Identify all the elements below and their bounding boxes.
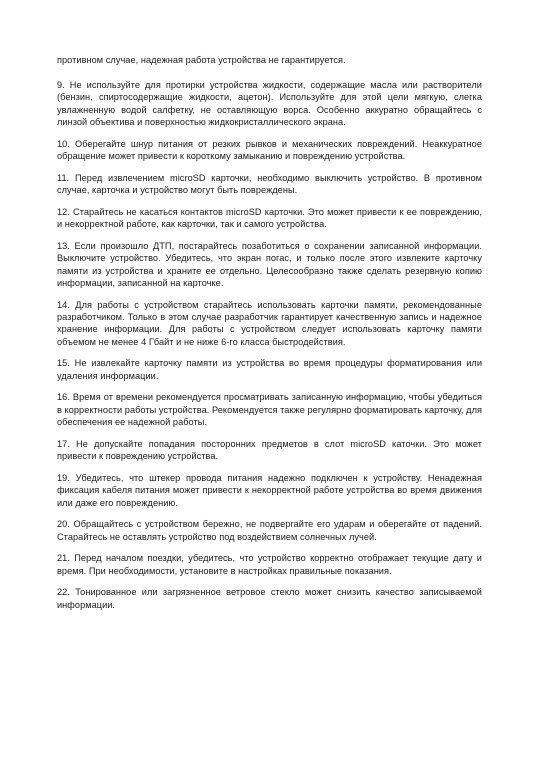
paragraph-item-11: 11. Перед извлечением microSD карточки, необходимо выключить устройство. В противном случае, карточка и устройство могут быть повреждены.: [57, 172, 482, 196]
paragraph-item-9: 9. Не используйте для протирки устройства жидкости, содержащие масла или растворители (бензин, спиртосодержащие жидкости, ацетон). Используйте для этой цели мягкую, слегка увлажненную водой салфетку, не оставляющую ворса. Особенно аккуратно обращайтесь с линзой объектива и поверхностью жидкокристаллического экрана.: [57, 79, 482, 128]
paragraph-continuation: противном случае, надежная работа устройства не гарантируется.: [57, 55, 346, 65]
paragraph-item-20: 20. Обращайтесь с устройством бережно, не подвергайте его ударам и оберегайте от падений. Старайтесь не оставлять устройство под воздействием солнечных лучей.: [57, 519, 482, 542]
paragraph-item-12: 12. Старайтесь не касаться контактов microSD карточки. Это может привести к ее повреждению, и некорректной работе, как карточки, так и самого устройства.: [57, 206, 482, 230]
paragraph-item-17: 17. Не допускайте попадания посторонних предметов в слот microSD каточки. Это может привести к повреждению устройства.: [57, 438, 482, 462]
paragraph-item-13: 13. Если произошло ДТП, постарайтесь позаботиться о сохранении записанной информации. Выключите устройство. Убедитесь, что экран погас, и только после этого извлеките карточку памяти из устройства и храните ее отдельно. Целесообразно также сделать резервную копию информации, записанной на карточке.: [57, 240, 482, 288]
paragraph-item-16: 16. Время от времени рекомендуется просматривать записанную информацию, чтобы убедиться в корректности работы устройства. Рекомендуется также регулярно форматировать карточку, для обеспечения ее надежной работы.: [57, 392, 482, 428]
paragraph-item-14: 14. Для работы с устройством старайтесь использовать карточки памяти, рекомендованные разработчиком. Только в этом случае разработчик гарантирует качественную запись и надежное хранение информации. Для работы с устройством следует использовать карточку памяти объемом не менее 4 Гбайт и не ниже 6-го класса быстродействия.: [57, 299, 482, 347]
paragraph-item-21: 21. Перед началом поездки, убедитесь, что устройство корректно отображает текущие дату и время. При необходимости, установите в настройках правильные показания.: [57, 553, 482, 576]
paragraph-item-22: 22. Тонированное или загрязненное ветровое стекло может снизить качество записываемой информации.: [57, 587, 482, 610]
paragraph-item-15: 15. Не извлекайте карточку памяти из устройства во время процедуры форматирования или удаления информации.: [57, 358, 482, 381]
document-body: [57, 54, 482, 620]
paragraph-item-10: 10. Оберегайте шнур питания от резких рывков и механических повреждений. Неаккуратное обращение может привести к короткому замыканию и повреждению устройства.: [57, 138, 482, 162]
paragraph-item-19: 19. Убедитесь, что штекер провода питания надежно подключен к устройству. Ненадежная фиксация кабеля питания может привести к некорректной работе устройства во время движения или даже его повреждению.: [57, 472, 482, 508]
